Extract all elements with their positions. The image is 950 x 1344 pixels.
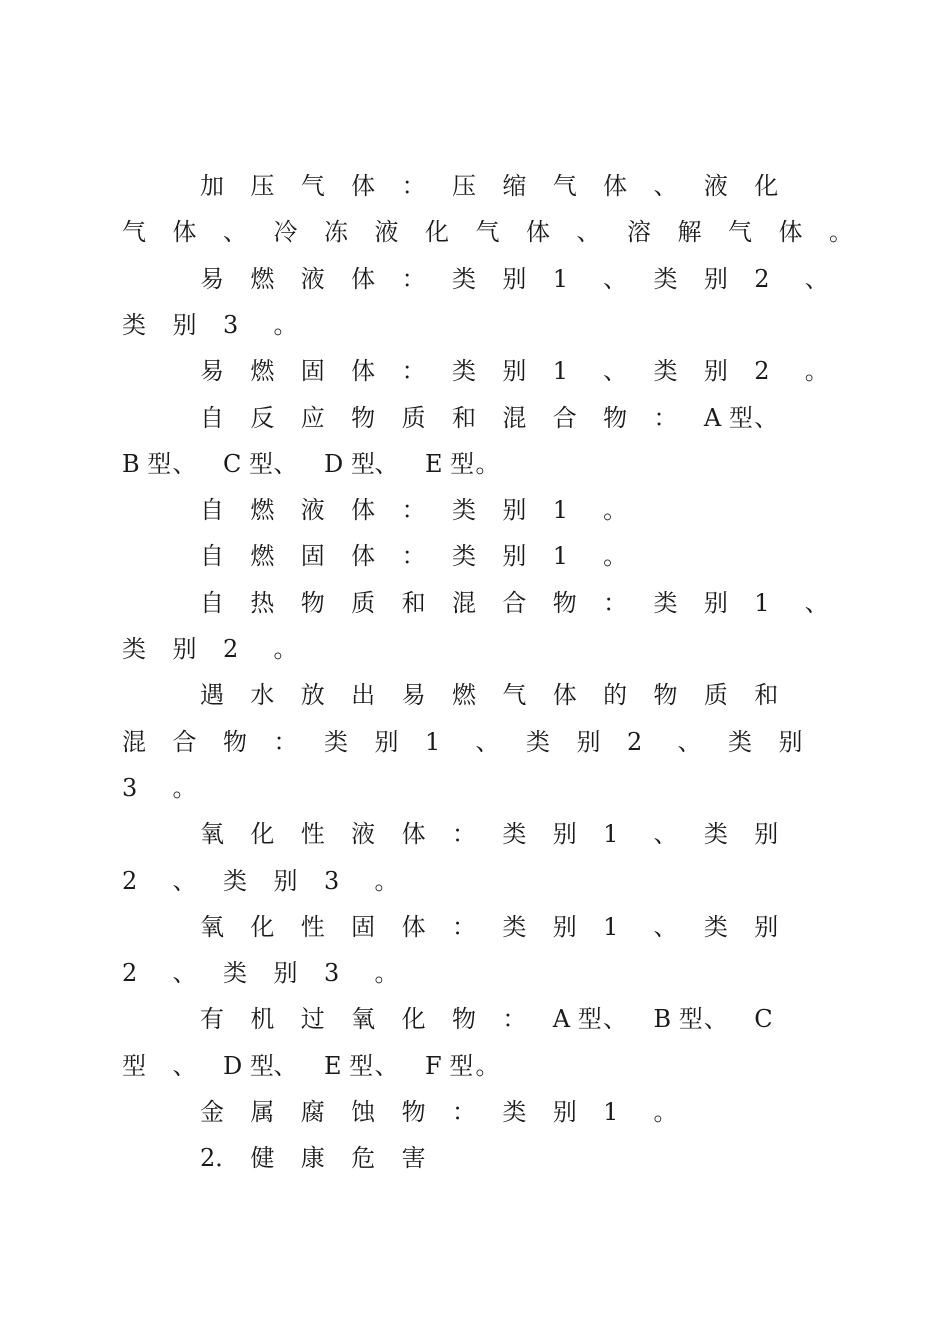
glyph: 类 (653, 264, 678, 293)
glyph: 2 (122, 959, 138, 988)
text-line (200, 1135, 452, 1181)
glyph: ： (401, 172, 426, 200)
glyph: 气 (475, 218, 500, 247)
glyph: 物 (603, 403, 628, 432)
glyph: 1 (603, 820, 619, 849)
glyph: 易 (200, 264, 224, 293)
glyph: 应 (300, 403, 325, 432)
glyph: 化 (754, 172, 779, 200)
glyph: 易 (401, 681, 426, 710)
glyph: ： (653, 403, 678, 432)
glyph: 混 (502, 403, 527, 432)
glyph: C (754, 1005, 773, 1034)
glyph: 质 (351, 588, 376, 617)
glyph: 燃 (250, 496, 275, 525)
glyph: 固 (300, 542, 325, 571)
glyph: 别 (552, 912, 577, 941)
glyph: 化 (401, 1005, 426, 1034)
text-line (122, 441, 526, 487)
glyph: 别 (778, 727, 803, 756)
glyph: 类 (223, 866, 247, 895)
text-line (200, 1089, 704, 1135)
glyph: 性 (300, 912, 325, 941)
glyph: 、 (754, 403, 779, 432)
glyph: 物 (223, 727, 247, 756)
glyph: ： (451, 1098, 476, 1126)
glyph: 。 (653, 1098, 678, 1126)
glyph: 1 (603, 912, 619, 941)
glyph: 燃 (250, 264, 275, 293)
glyph: 燃 (451, 681, 476, 710)
glyph: 质 (703, 681, 728, 710)
glyph: 体 (603, 172, 628, 200)
text-line (200, 256, 855, 302)
glyph: 出 (351, 681, 376, 710)
glyph: 类 (223, 959, 247, 988)
glyph: 自 (200, 496, 224, 525)
glyph: 2 (754, 264, 770, 293)
glyph: 体 (351, 264, 376, 293)
glyph: 液 (351, 820, 376, 849)
glyph: 混 (122, 727, 146, 756)
glyph: 1 (425, 727, 441, 756)
glyph: B 型 (653, 1005, 703, 1034)
glyph: 类 (502, 1098, 527, 1126)
glyph: ： (451, 912, 476, 941)
glyph: 2 (754, 357, 770, 386)
glyph: 过 (300, 1005, 325, 1034)
glyph: 、 (603, 264, 628, 293)
glyph: 易 (200, 357, 224, 386)
glyph: 害 (401, 1144, 426, 1173)
glyph: 物 (300, 588, 325, 617)
glyph: 类 (502, 820, 527, 849)
glyph: 溶 (627, 218, 651, 247)
glyph: 。 (829, 218, 853, 247)
glyph: 2 (223, 635, 239, 663)
glyph: 、 (677, 727, 702, 756)
glyph: 固 (351, 912, 376, 941)
glyph: 类 (703, 912, 728, 941)
glyph: 健 (250, 1144, 275, 1173)
glyph: C 型 (223, 449, 273, 478)
glyph: 、 (223, 218, 247, 247)
glyph: 的 (603, 681, 628, 710)
glyph: 别 (703, 588, 728, 617)
glyph: 、 (603, 1005, 628, 1034)
glyph: 性 (300, 820, 325, 849)
glyph: E 型 (425, 449, 475, 478)
glyph: 加 (200, 172, 224, 200)
glyph: 机 (250, 1005, 275, 1034)
glyph: 类 (653, 588, 678, 617)
glyph: 解 (677, 218, 702, 247)
glyph: 和 (754, 681, 779, 710)
glyph: 化 (250, 912, 275, 941)
glyph: 。 (374, 866, 399, 895)
glyph: ： (273, 727, 298, 756)
glyph: 1 (552, 542, 569, 571)
glyph: 3 (223, 310, 239, 339)
glyph: 、 (653, 912, 678, 941)
glyph: 物 (351, 403, 376, 432)
glyph: ： (401, 542, 426, 571)
glyph: 物 (451, 1005, 476, 1034)
glyph: 气 (300, 172, 325, 200)
glyph: 类 (451, 496, 476, 525)
text-line (122, 950, 425, 996)
text-line (200, 580, 855, 626)
glyph: 燃 (250, 542, 275, 571)
glyph: 别 (754, 820, 779, 849)
glyph: 自 (200, 403, 224, 432)
glyph: 合 (502, 588, 527, 617)
glyph: 反 (250, 403, 275, 432)
glyph: 体 (172, 218, 197, 247)
glyph: 氧 (200, 912, 224, 941)
glyph: 体 (351, 542, 376, 571)
glyph: 冻 (324, 218, 348, 247)
text-line (122, 626, 324, 672)
glyph: 氧 (200, 820, 224, 849)
glyph: 体 (778, 218, 803, 247)
glyph: 和 (401, 588, 426, 617)
glyph: 、 (703, 1005, 728, 1034)
glyph: 类 (324, 727, 348, 756)
text-line (200, 672, 805, 718)
glyph: 。 (603, 542, 628, 571)
glyph: 气 (728, 218, 752, 247)
glyph: 混 (451, 588, 476, 617)
glyph: 物 (552, 588, 577, 617)
glyph: ： (401, 496, 426, 525)
glyph: 水 (250, 681, 275, 710)
glyph: 类 (451, 264, 476, 293)
glyph: 放 (300, 681, 325, 710)
glyph: D 型 (223, 1051, 274, 1080)
glyph: 液 (374, 218, 399, 247)
glyph: 。 (374, 959, 399, 988)
glyph: 2． (200, 1144, 240, 1173)
text-line (122, 765, 223, 811)
glyph: 3 (324, 959, 340, 988)
glyph: 合 (552, 403, 577, 432)
glyph: 和 (451, 403, 476, 432)
glyph: 液 (300, 496, 325, 525)
glyph: 别 (502, 496, 527, 525)
glyph: F 型 (425, 1051, 474, 1080)
glyph: 蚀 (351, 1098, 376, 1126)
glyph: 液 (703, 172, 728, 200)
glyph: 别 (172, 310, 197, 339)
glyph: 1 (754, 588, 770, 617)
glyph: 别 (552, 1098, 577, 1126)
glyph: 自 (200, 542, 224, 571)
glyph: 热 (250, 588, 275, 617)
glyph: 液 (300, 264, 325, 293)
glyph: 化 (425, 218, 449, 247)
glyph: A 型 (552, 1005, 602, 1034)
glyph: 别 (754, 912, 779, 941)
glyph: 类 (122, 635, 146, 663)
glyph: 有 (200, 1005, 224, 1034)
glyph: 。 (273, 635, 298, 663)
glyph: 、 (603, 357, 628, 386)
glyph: 化 (250, 820, 275, 849)
glyph: 、 (374, 1051, 399, 1080)
glyph: 、 (172, 959, 197, 988)
glyph: 别 (502, 357, 527, 386)
glyph: 体 (526, 218, 550, 247)
glyph: 物 (653, 681, 678, 710)
glyph: 、 (475, 727, 500, 756)
glyph: 3 (324, 866, 340, 895)
glyph: 、 (172, 1051, 197, 1080)
glyph: 、 (653, 172, 678, 200)
glyph: 型 (122, 1051, 146, 1080)
glyph: 、 (172, 449, 197, 478)
glyph: 、 (273, 1051, 298, 1080)
glyph: 别 (502, 264, 527, 293)
glyph: ： (451, 820, 476, 849)
glyph: B 型 (122, 449, 172, 478)
glyph: 别 (273, 866, 298, 895)
glyph: 、 (653, 820, 678, 849)
glyph: 类 (451, 542, 476, 571)
glyph: 体 (401, 912, 426, 941)
glyph: 体 (351, 172, 376, 200)
glyph: ： (502, 1005, 527, 1034)
glyph: 属 (250, 1098, 275, 1126)
glyph: 气 (552, 172, 577, 200)
glyph: 遇 (200, 681, 224, 710)
text-line (122, 1043, 526, 1089)
glyph: 别 (552, 820, 577, 849)
glyph: 3 (122, 773, 138, 802)
glyph: 别 (172, 635, 197, 663)
text-line (200, 348, 855, 394)
text-line (122, 302, 324, 348)
text-line (200, 487, 654, 533)
glyph: A 型 (703, 403, 753, 432)
glyph: 金 (200, 1098, 224, 1126)
glyph: 物 (401, 1098, 426, 1126)
text-line (122, 209, 880, 255)
glyph: 类 (526, 727, 550, 756)
glyph: 、 (172, 866, 197, 895)
glyph: 类 (703, 820, 728, 849)
glyph: 气 (502, 681, 527, 710)
glyph: ： (603, 588, 628, 617)
glyph: E 型 (324, 1051, 374, 1080)
glyph: 类 (451, 357, 476, 386)
glyph: 、 (374, 449, 399, 478)
glyph: 。 (475, 449, 500, 478)
glyph: 2 (627, 727, 643, 756)
glyph: 压 (250, 172, 275, 200)
glyph: 别 (576, 727, 601, 756)
glyph: 别 (502, 542, 527, 571)
glyph: 。 (475, 1051, 500, 1080)
text-line (122, 719, 829, 765)
text-line (122, 858, 425, 904)
glyph: 1 (603, 1098, 619, 1126)
glyph: 、 (273, 449, 298, 478)
glyph: 1 (552, 357, 569, 386)
glyph: ： (401, 264, 426, 293)
glyph: 。 (273, 310, 298, 339)
glyph: 气 (122, 218, 146, 247)
glyph: 别 (273, 959, 298, 988)
glyph: 。 (172, 773, 197, 802)
text-line (200, 996, 805, 1042)
text-line (200, 904, 805, 950)
glyph: 腐 (300, 1098, 325, 1126)
glyph: 合 (172, 727, 197, 756)
glyph: 固 (300, 357, 325, 386)
glyph: 、 (804, 264, 829, 293)
glyph: 缩 (502, 172, 527, 200)
glyph: 2 (122, 866, 138, 895)
glyph: 氧 (351, 1005, 376, 1034)
glyph: 别 (374, 727, 399, 756)
glyph: 自 (200, 588, 224, 617)
glyph: 别 (703, 264, 728, 293)
text-line (200, 163, 805, 209)
glyph: 、 (576, 218, 601, 247)
glyph: 压 (451, 172, 476, 200)
glyph: 类 (122, 310, 146, 339)
glyph: 类 (728, 727, 752, 756)
glyph: 冷 (273, 218, 298, 247)
glyph: 、 (804, 588, 829, 617)
text-line (200, 811, 805, 857)
glyph: D 型 (324, 449, 375, 478)
glyph: 类 (502, 912, 527, 941)
text-line (200, 533, 654, 579)
glyph: 燃 (250, 357, 275, 386)
glyph: 。 (804, 357, 829, 386)
glyph: 体 (351, 357, 376, 386)
glyph: 别 (703, 357, 728, 386)
text-line (200, 395, 805, 441)
glyph: 康 (300, 1144, 325, 1173)
glyph: ： (401, 357, 426, 386)
glyph: 1 (552, 496, 569, 525)
glyph: 体 (351, 496, 376, 525)
glyph: 1 (552, 264, 569, 293)
glyph: 危 (351, 1144, 376, 1173)
glyph: 。 (603, 496, 628, 525)
glyph: 质 (401, 403, 426, 432)
glyph: 类 (653, 357, 678, 386)
glyph: 体 (552, 681, 577, 710)
glyph: 体 (401, 820, 426, 849)
